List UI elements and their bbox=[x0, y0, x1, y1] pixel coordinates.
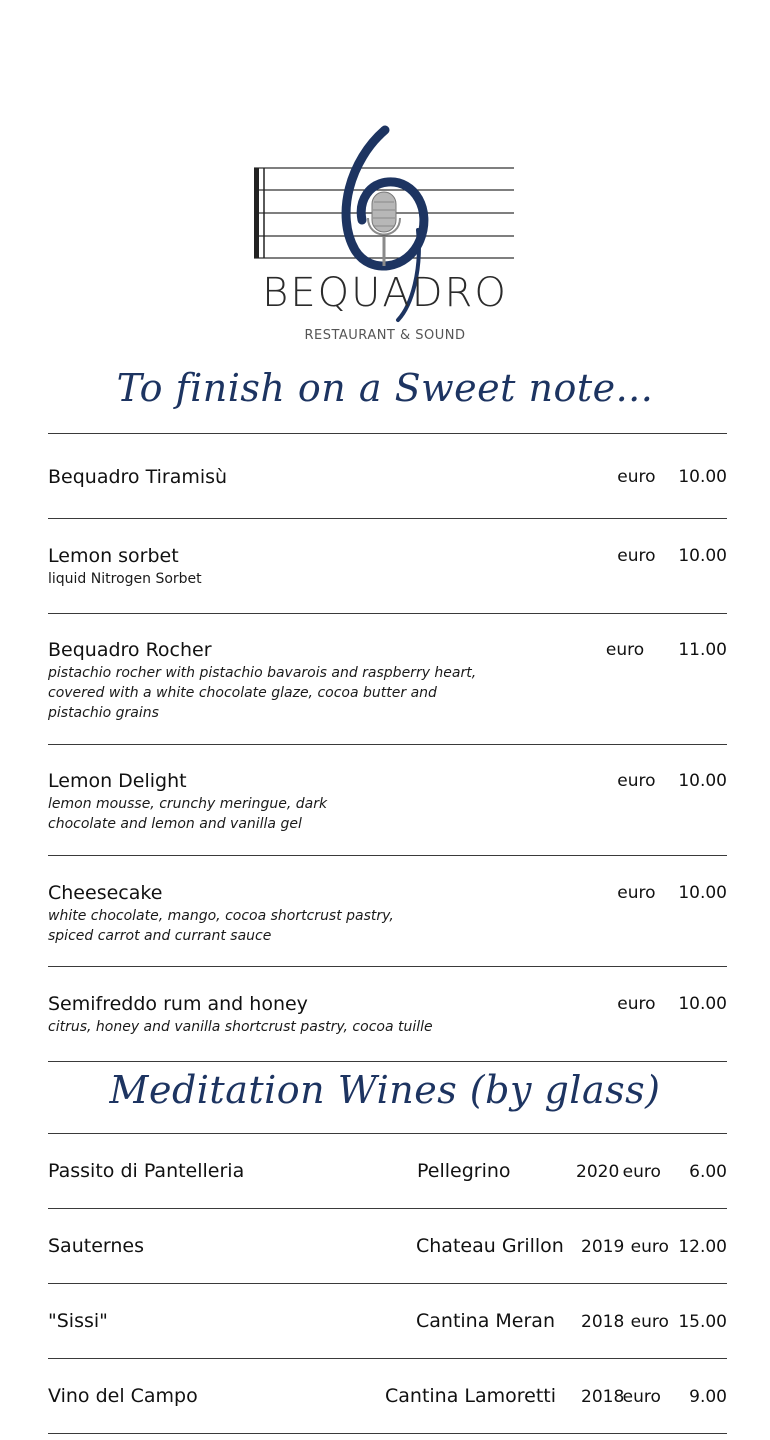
wine-row bbox=[48, 1235, 727, 1261]
divider bbox=[48, 1133, 727, 1134]
wine-row bbox=[48, 1385, 727, 1411]
divider bbox=[48, 1061, 727, 1062]
wine-name: Sauternes bbox=[48, 1235, 144, 1257]
wine-producer: Chateau Grillon bbox=[416, 1235, 564, 1257]
wine-year: 2018 bbox=[581, 1387, 625, 1407]
item-name: Lemon sorbet bbox=[48, 545, 179, 567]
wine-price: euro 6.00 bbox=[622, 1162, 727, 1182]
divider bbox=[48, 433, 727, 434]
item-price: euro 10.00 bbox=[617, 467, 727, 487]
item-price: euro 10.00 bbox=[617, 994, 727, 1014]
item-description: liquid Nitrogen Sorbet bbox=[48, 571, 202, 587]
wine-producer: Pellegrino bbox=[417, 1160, 511, 1182]
item-price: euro 10.00 bbox=[617, 546, 727, 566]
brand-tagline: RESTAURANT & SOUND bbox=[304, 328, 466, 343]
wine-price: euro 15.00 bbox=[630, 1312, 727, 1332]
wine-producer: Cantina Meran bbox=[416, 1310, 555, 1332]
menu-item bbox=[48, 769, 727, 834]
menu-item bbox=[48, 992, 727, 1037]
wine-row bbox=[48, 1160, 727, 1186]
wine-name: "Sissi" bbox=[48, 1310, 108, 1332]
item-name: Bequadro Tiramisù bbox=[48, 466, 228, 488]
microphone-icon bbox=[368, 192, 400, 266]
item-description: lemon mousse, crunchy meringue, dark chocolate and lemon and vanilla gel bbox=[48, 796, 328, 832]
wine-price: euro 9.00 bbox=[622, 1387, 727, 1407]
divider bbox=[48, 855, 727, 856]
wine-price: euro 12.00 bbox=[630, 1237, 727, 1257]
item-name: Semifreddo rum and honey bbox=[48, 993, 308, 1015]
wine-name: Passito di Pantelleria bbox=[48, 1160, 245, 1182]
divider bbox=[48, 1433, 727, 1434]
menu-item bbox=[48, 881, 727, 946]
divider bbox=[48, 518, 727, 519]
brand-name: BEQUADRO bbox=[262, 270, 508, 316]
wine-producer: Cantina Lamoretti bbox=[385, 1385, 557, 1407]
wine-year: 2018 bbox=[581, 1312, 625, 1332]
item-name: Cheesecake bbox=[48, 882, 163, 904]
divider bbox=[48, 1283, 727, 1284]
wines-heading: Meditation Wines (by glass) bbox=[109, 1068, 661, 1112]
item-price: euro 11.00 bbox=[605, 640, 727, 660]
item-description: citrus, honey and vanilla shortcrust pastry, cocoa tuille bbox=[48, 1019, 433, 1035]
wine-year: 2020 bbox=[576, 1162, 620, 1182]
menu-item bbox=[48, 544, 727, 589]
divider bbox=[48, 1358, 727, 1359]
item-price: euro 10.00 bbox=[617, 771, 727, 791]
item-description: white chocolate, mango, cocoa shortcrust pastry, spiced carrot and currant sauce bbox=[48, 908, 394, 944]
item-price: euro 10.00 bbox=[617, 883, 727, 903]
divider bbox=[48, 744, 727, 745]
item-name: Bequadro Rocher bbox=[48, 639, 212, 661]
wine-year: 2019 bbox=[581, 1237, 625, 1257]
menu-item bbox=[48, 638, 727, 723]
divider bbox=[48, 966, 727, 967]
item-name: Lemon Delight bbox=[48, 770, 187, 792]
menu-item bbox=[48, 465, 727, 489]
divider bbox=[48, 1208, 727, 1209]
divider bbox=[48, 613, 727, 614]
item-description: pistachio rocher with pistachio bavarois and raspberry heart, covered with a white chocolate glaze, cocoa butter and pistachio grains bbox=[48, 665, 477, 721]
wine-row bbox=[48, 1310, 727, 1336]
wine-name: Vino del Campo bbox=[48, 1385, 198, 1407]
desserts-heading: To finish on a Sweet note... bbox=[116, 366, 654, 410]
